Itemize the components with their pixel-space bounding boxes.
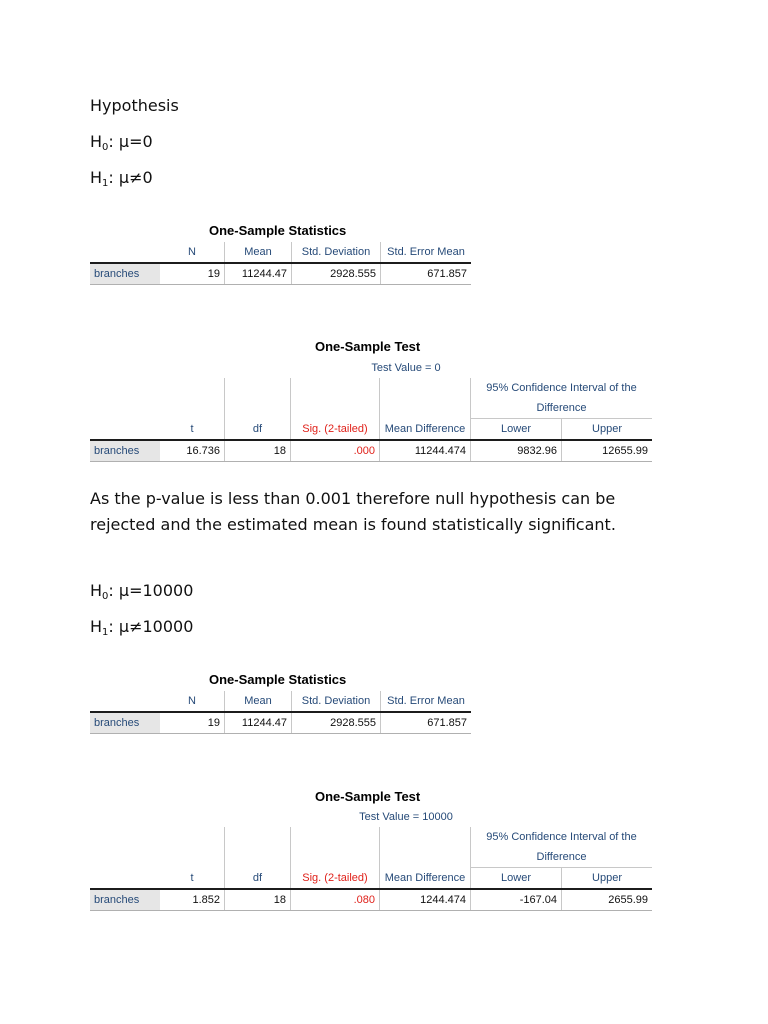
cell-sd: 2928.555	[292, 712, 381, 734]
col-lower: Lower	[471, 419, 562, 441]
conclusion-paragraph: As the p-value is less than 0.001 therefore null hypothesis can be rejected and the estimated mean is found statistically significant.	[90, 489, 616, 534]
cell-n: 19	[160, 263, 225, 285]
ci-group-label: 95% Confidence Interval of the	[471, 378, 653, 398]
col-upper: Upper	[562, 419, 653, 441]
ci-group-label: 95% Confidence Interval of the	[471, 827, 653, 847]
col-std-error-mean: Std. Error Mean	[381, 242, 472, 263]
cell-mean: 11244.47	[225, 263, 292, 285]
col-mean: Mean	[225, 242, 292, 263]
ci-group-label-2: Difference	[471, 847, 653, 868]
col-upper: Upper	[562, 868, 653, 890]
cell-df: 18	[225, 889, 291, 911]
row-label: branches	[90, 440, 160, 462]
ci-group-label-2: Difference	[471, 398, 653, 419]
test-table-1	[90, 358, 652, 462]
col-n: N	[160, 691, 225, 712]
cell-sig: .000	[291, 440, 380, 462]
col-df: df	[225, 868, 291, 890]
cell-mean-difference: 1244.474	[380, 889, 471, 911]
alt-hypothesis-2: $H_1$: μ≠10000	[90, 617, 194, 638]
test-table-2	[90, 807, 652, 911]
table-row	[90, 889, 652, 911]
test-value-label: Test Value = 0	[371, 362, 441, 374]
col-sig: Sig. (2-tailed)	[291, 419, 380, 441]
row-label: branches	[90, 712, 160, 734]
col-t: t	[160, 868, 225, 890]
alt-hypothesis-1: $H_1$: μ≠0	[90, 168, 153, 189]
table-row	[90, 440, 652, 462]
test-table-1-title: One-Sample Test	[315, 339, 421, 354]
cell-se: 671.857	[381, 712, 472, 734]
cell-t: 1.852	[160, 889, 225, 911]
cell-se: 671.857	[381, 263, 472, 285]
col-std-deviation: Std. Deviation	[292, 691, 381, 712]
stats-table-1	[90, 242, 471, 285]
test-value-label: Test Value = 10000	[359, 811, 453, 823]
null-hypothesis-1: $H_0$: μ=0	[90, 132, 153, 153]
stats-table-2	[90, 691, 471, 734]
cell-lower: -167.04	[471, 889, 562, 911]
cell-sig: .080	[291, 889, 380, 911]
col-n: N	[160, 242, 225, 263]
stats-table-1-title: One-Sample Statistics	[209, 223, 347, 238]
table-row	[90, 263, 471, 285]
cell-mean-difference: 11244.474	[380, 440, 471, 462]
col-mean: Mean	[225, 691, 292, 712]
row-label: branches	[90, 263, 160, 285]
null-hypothesis-2: $H_0$: μ=10000	[90, 581, 194, 602]
col-std-deviation: Std. Deviation	[292, 242, 381, 263]
col-sig: Sig. (2-tailed)	[291, 868, 380, 890]
stats-table-2-title: One-Sample Statistics	[209, 672, 347, 687]
col-lower: Lower	[471, 868, 562, 890]
cell-lower: 9832.96	[471, 440, 562, 462]
cell-upper: 12655.99	[562, 440, 653, 462]
cell-upper: 2655.99	[562, 889, 653, 911]
cell-mean: 11244.47	[225, 712, 292, 734]
cell-df: 18	[225, 440, 291, 462]
hypothesis-heading: Hypothesis	[90, 96, 179, 115]
col-t: t	[160, 419, 225, 441]
cell-sd: 2928.555	[292, 263, 381, 285]
col-df: df	[225, 419, 291, 441]
col-mean-difference: Mean Difference	[380, 419, 471, 441]
test-table-2-title: One-Sample Test	[315, 789, 421, 804]
row-label: branches	[90, 889, 160, 911]
cell-t: 16.736	[160, 440, 225, 462]
cell-n: 19	[160, 712, 225, 734]
table-row	[90, 712, 471, 734]
col-std-error-mean: Std. Error Mean	[381, 691, 472, 712]
col-mean-difference: Mean Difference	[380, 868, 471, 890]
